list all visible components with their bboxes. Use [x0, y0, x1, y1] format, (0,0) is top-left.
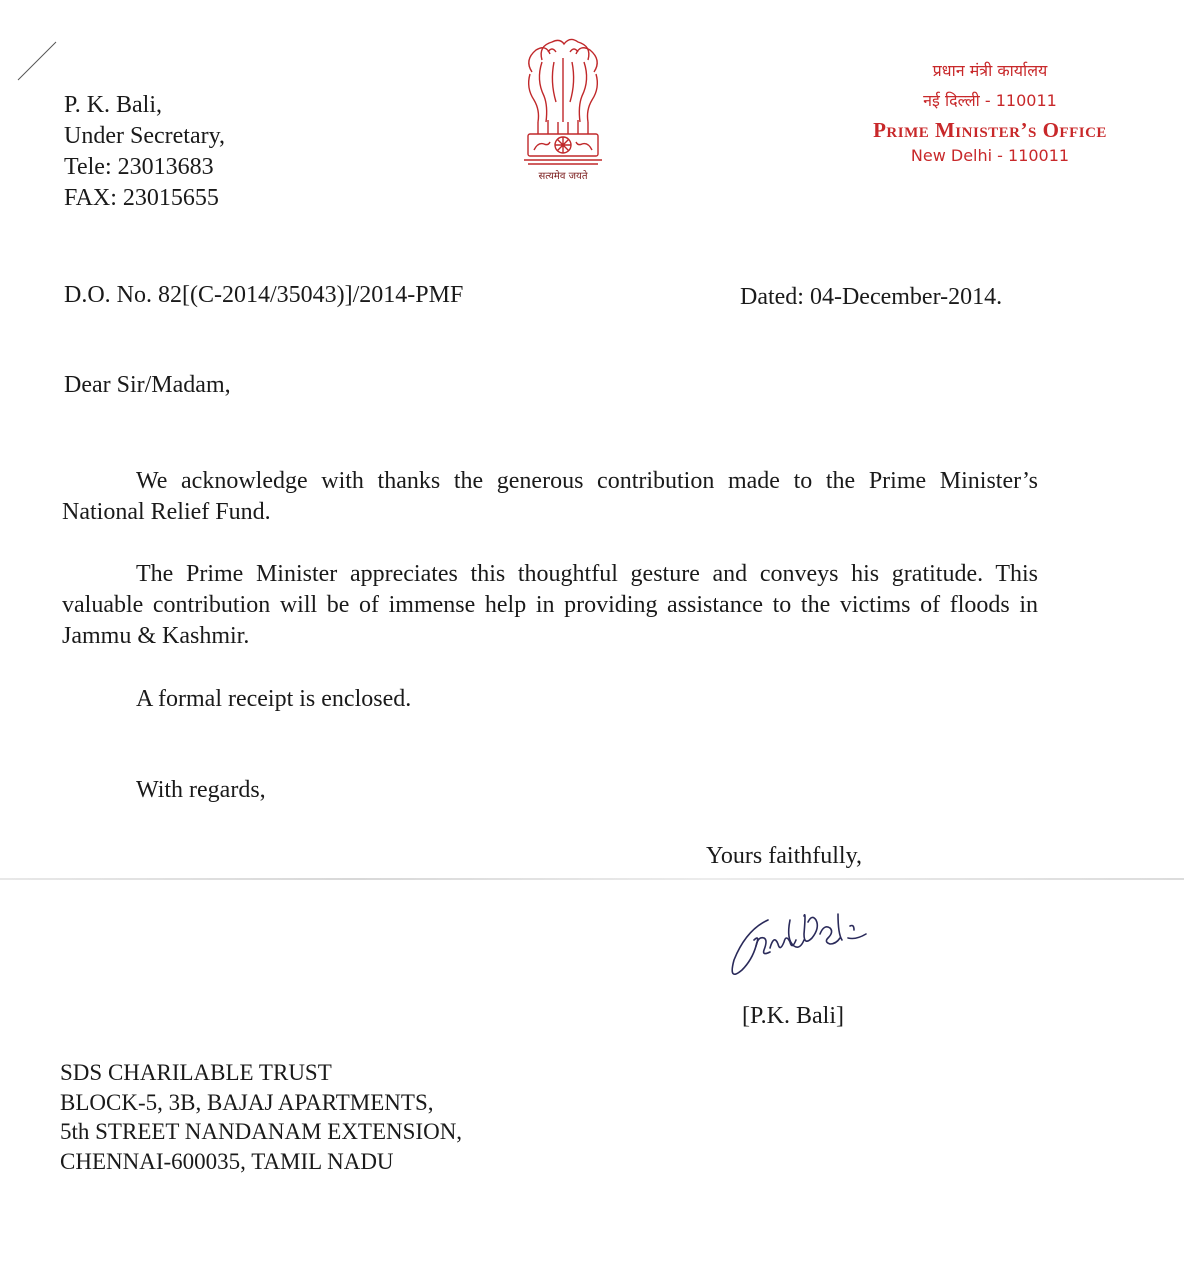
emblem-motto: सत्यमेव जयते — [538, 171, 588, 182]
letter-date: Dated: 04-December-2014. — [740, 284, 1003, 310]
recipient-address — [60, 1058, 462, 1176]
body-paragraph-2: The Prime Minister appreciates this thoughtful gesture and conveys his gratitude. This valuable contribution will be of immense help in providing assistance to the victims of floods in Jammu & Kashmir. — [62, 561, 1038, 649]
office-city-english: New Delhi - 110011 — [910, 146, 1070, 165]
signatory-name: [P.K. Bali] — [742, 1003, 844, 1029]
office-name-english: Prime Minister’s Office — [873, 118, 1107, 142]
office-header — [850, 56, 1130, 168]
national-emblem-icon — [512, 32, 614, 188]
recipient-line-2: BLOCK-5, 3B, BAJAJ APARTMENTS, — [60, 1089, 434, 1115]
sender-tele: Tele: 23013683 — [64, 154, 214, 180]
recipient-line-1: SDS CHARILABLE TRUST — [60, 1060, 332, 1085]
regards: With regards, — [136, 777, 266, 803]
closing: Yours faithfully, — [706, 843, 863, 869]
reference-number: D.O. No. 82[(C-2014/35043)]/2014-PMF — [64, 282, 464, 308]
sender-fax: FAX: 23015655 — [64, 185, 219, 211]
recipient-line-3: 5th STREET NANDANAM EXTENSION, — [60, 1119, 463, 1144]
body-paragraph-3: A formal receipt is enclosed. — [136, 686, 412, 712]
sender-designation: Under Secretary, — [64, 123, 226, 149]
sender-block — [64, 90, 225, 214]
recipient-line-4: CHENNAI-600035, TAMIL NADU — [60, 1148, 394, 1174]
body-paragraph-1: We acknowledge with thanks the generous contribution made to the Prime Minister’s National Relief Fund. — [62, 468, 1038, 525]
sender-name: P. K. Bali, — [64, 92, 163, 118]
office-name-hindi: प्रधान मंत्री कार्यालय — [932, 61, 1048, 80]
salutation: Dear Sir/Madam, — [64, 372, 231, 398]
handwritten-signature — [720, 890, 930, 1000]
fold-line — [0, 878, 1184, 880]
office-city-hindi: नई दिल्ली - 110011 — [923, 91, 1057, 110]
scan-mark-icon — [14, 38, 62, 86]
